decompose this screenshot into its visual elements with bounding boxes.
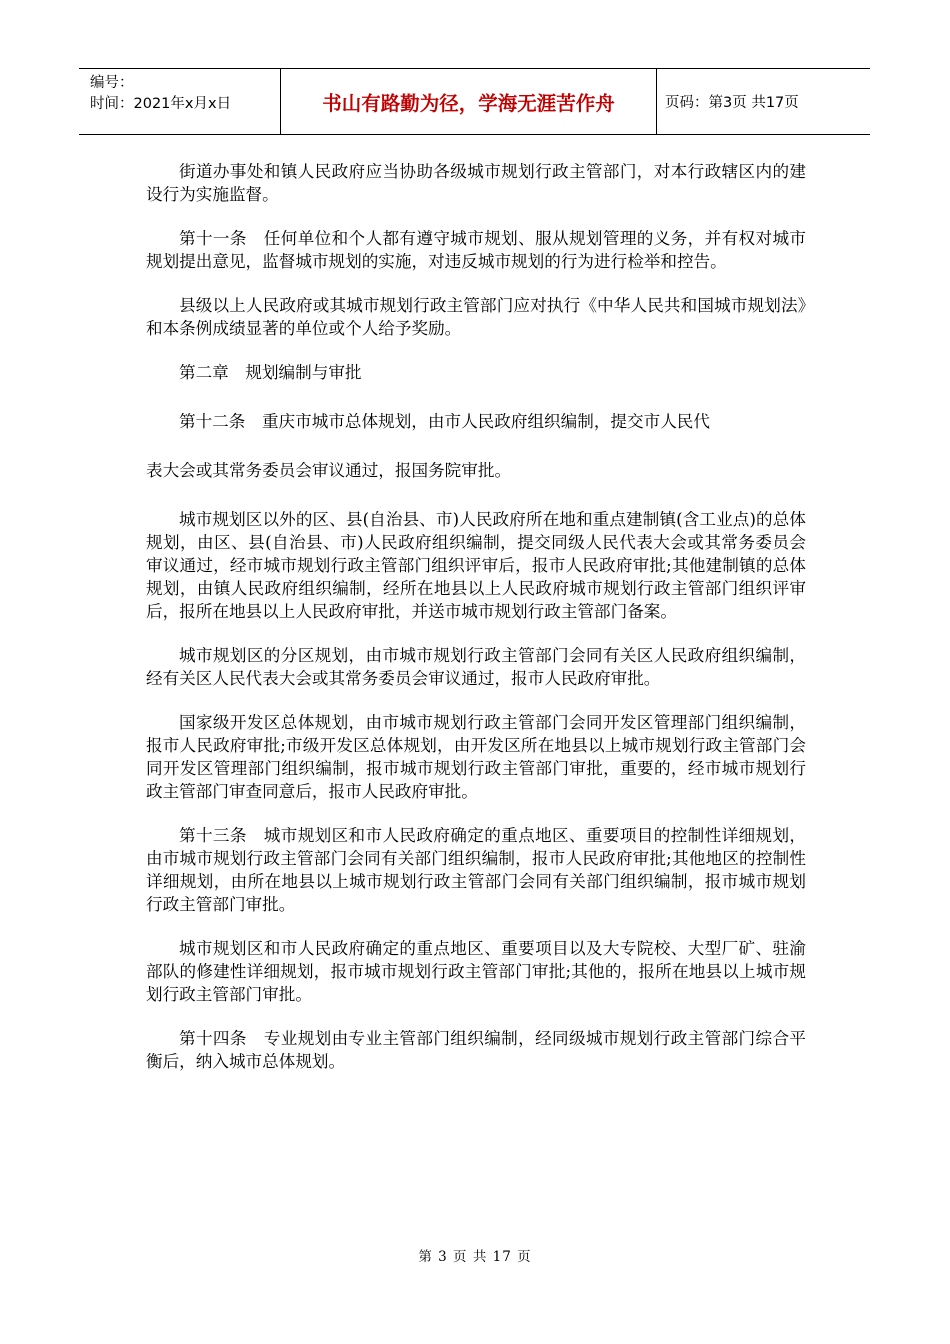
paragraph: 第十三条 城市规划区和市人民政府确定的重点地区、重要项目的控制性详细规划，由市城市规划行政主管部门会同有关部门组织编制，报市人民政府审批;其他地区的控制性详细规划，由所在地县以上城市规划行政主管部门会同有关部门组织编制，报市城市规划行政主管部门审批。: [146, 826, 806, 914]
paragraph: 县级以上人民政府或其城市规划行政主管部门应对执行《中华人民共和国城市规划法》和本条例成绩显著的单位或个人给予奖励。: [146, 296, 806, 338]
header-meta: [79, 69, 281, 134]
paragraph: 国家级开发区总体规划，由市城市规划行政主管部门会同开发区管理部门组织编制，报市人民政府审批;市级开发区总体规划，由开发区所在地县以上城市规划行政主管部门会同开发区管理部门组织编制，报市城市规划行政主管部门审批，重要的，经市城市规划行政主管部门审查同意后，报市人民政府审批。: [146, 713, 806, 801]
page-footer: 第 3 页 共 17 页: [418, 1249, 532, 1265]
paragraph: 第十一条 任何单位和个人都有遵守城市规划、服从规划管理的义务，并有权对城市规划提出意见，监督城市规划的实施，对违反城市规划的行为进行检举和控告。: [146, 229, 806, 271]
paragraph: 街道办事处和镇人民政府应当协助各级城市规划行政主管部门，对本行政辖区内的建设行为实施监督。: [146, 162, 806, 204]
header-motto: 书山有路勤为径，学海无涯苦作舟: [281, 69, 657, 134]
paragraph: 城市规划区以外的区、县(自治县、市)人民政府所在地和重点建制镇(含工业点)的总体规划，由区、县(自治县、市)人民政府组织编制，提交同级人民代表大会或其常务委员会审议通过，经市城市规划行政主管部门组织评审后，报市人民政府审批;其他建制镇的总体规划，由镇人民政府组织编制，经所在地县以上人民政府城市规划行政主管部门组织评审后，报所在地县以上人民政府审批，并送市城市规划行政主管部门备案。: [146, 510, 806, 621]
paragraph: 第十四条 专业规划由专业主管部门组织编制，经同级城市规划行政主管部门综合平衡后，纳入城市总体规划。: [146, 1029, 806, 1071]
page-header: [79, 68, 870, 135]
paragraph: 城市规划区的分区规划，由市城市规划行政主管部门会同有关区人民政府组织编制，经有关区人民代表大会或其常务委员会审议通过，报市人民政府审批。: [146, 646, 806, 688]
paragraph: 第十二条 重庆市城市总体规划，由市人民政府组织编制，提交市人民代: [179, 412, 710, 431]
paragraph: 表大会或其常务委员会审议通过，报国务院审批。: [146, 461, 512, 480]
header-page-number: 页码：第3页 共17页: [665, 95, 799, 111]
document-number-label: 编号：: [90, 75, 134, 91]
document-date-label: 时间：2021年x月x日: [90, 96, 232, 112]
document-body: [146, 160, 806, 1094]
paragraph: 城市规划区和市人民政府确定的重点地区、重要项目以及大专院校、大型厂矿、驻渝部队的修建性详细规划，报市城市规划行政主管部门审批;其他的，报所在地县以上城市规划行政主管部门审批。: [146, 939, 806, 1004]
chapter-heading: 第二章 规划编制与审批: [179, 363, 362, 382]
